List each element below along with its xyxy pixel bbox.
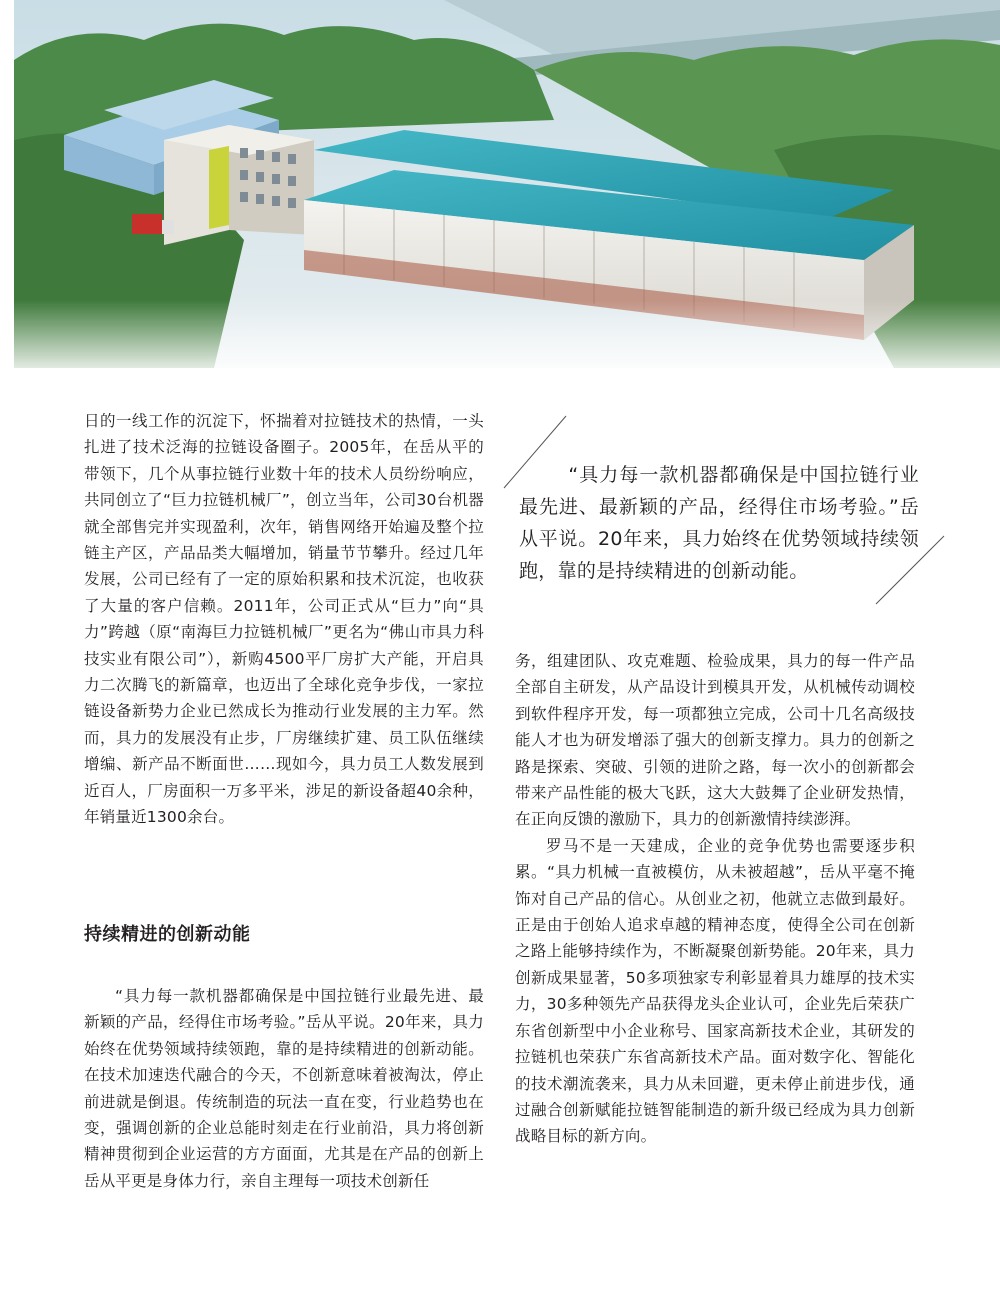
pull-quote-text: “具力每一款机器都确保是中国拉链行业最先进、最新颖的产品，经得住市场考验。”岳从平说。20年来，具力始终在优势领域持续领跑，靠的是持续精进的创新动能。 xyxy=(519,464,919,582)
intro-text-block xyxy=(84,408,484,831)
intro-paragraph: 日的一线工作的沉淀下，怀揣着对拉链技术的热情，一头扎进了技术泛海的拉链设备圈子。2005年，在岳从平的带领下，几个从事拉链行业数十年的技术人员纷纷响应，共同创立了“巨力拉链机械厂”，创立当年，公司30台机器就全部售完并实现盈利，次年，销售网络开始遍及整个拉链主产区，产品品类大幅增加，销量节节攀升。经过几年发展，公司已经有了一定的原始积累和技术沉淀，也收获了大量的客户信赖。2011年，公司正式从“巨力”向“具力”跨越（原“南海巨力拉链机械厂”更名为“佛山市具力科技实业有限公司”），新购4500平厂房扩大产能，开启具力二次腾飞的新篇章，也迈出了全球化竞争步伐，一家拉链设备新势力企业已然成长为推动行业发展的主力军。然而，具力的发展没有止步，厂房继续扩建、员工队伍继续增编、新产品不断面世……现如今，具力员工人数发展到近百人，厂房面积一万多平米，涉足的新设备超40余种，年销量近1300余台。 xyxy=(84,412,484,827)
pull-quote xyxy=(519,440,919,606)
right-paragraph-2: 罗马不是一天建成，企业的竞争优势也需要逐步积累。“具力机械一直被模仿，从未被超越”，岳从平毫不掩饰对自己产品的信心。从创业之初，他就立志做到最好。正是由于创始人追求卓越的精神态度，使得全公司在创新之路上能够持续作为，不断凝聚创新势能。20年来，具力创新成果显著，50多项独家专利彰显着具力雄厚的技术实力，30多种领先产品获得龙头企业认可，企业先后荣获广东省创新型中小企业称号、国家高新技术企业，其研发的拉链机也荣获广东省高新技术产品。面对数字化、智能化的技术潮流袭来，具力从未回避，更未停止前进步伐，通过融合创新赋能拉链智能制造的新升级已经成为具力创新战略目标的新方向。 xyxy=(515,836,915,1146)
factory-illustration xyxy=(14,0,1000,368)
section-paragraph: “具力每一款机器都确保是中国拉链行业最先进、最新颖的产品，经得住市场考验。”岳从平说。20年来，具力始终在优势领域持续领跑，靠的是持续精进的创新动能。在技术加速迭代融合的今天，不创新意味着被淘汰，停止前进就是倒退。传统制造的玩法一直在变，行业趋势也在变，强调创新的企业总能时刻走在行业前沿，具力将创新精神贯彻到企业运营的方方面面，尤其是在产品的创新上岳从平更是身体力行，亲自主理每一项技术创新任 xyxy=(84,987,484,1190)
pull-quote-line-bottom xyxy=(872,532,948,608)
right-text-block xyxy=(515,648,915,1150)
section-text-block xyxy=(84,983,484,1194)
section-heading: 持续精进的创新动能 xyxy=(84,924,251,945)
factory-aerial-image xyxy=(14,0,1000,368)
right-paragraph-1: 务，组建团队、攻克难题、检验成果，具力的每一件产品全部自主研发，从产品设计到模具开发，从机械传动调校到软件程序开发，每一项都独立完成，公司十几名高级技能人才也为研发增添了强大的创新支撑力。具力的创新之路是探索、突破、引领的进阶之路，每一次小的创新都会带来产品性能的极大飞跃，这大大鼓舞了企业研发热情，在正向反馈的激励下，具力的创新激情持续澎湃。 xyxy=(515,652,915,829)
